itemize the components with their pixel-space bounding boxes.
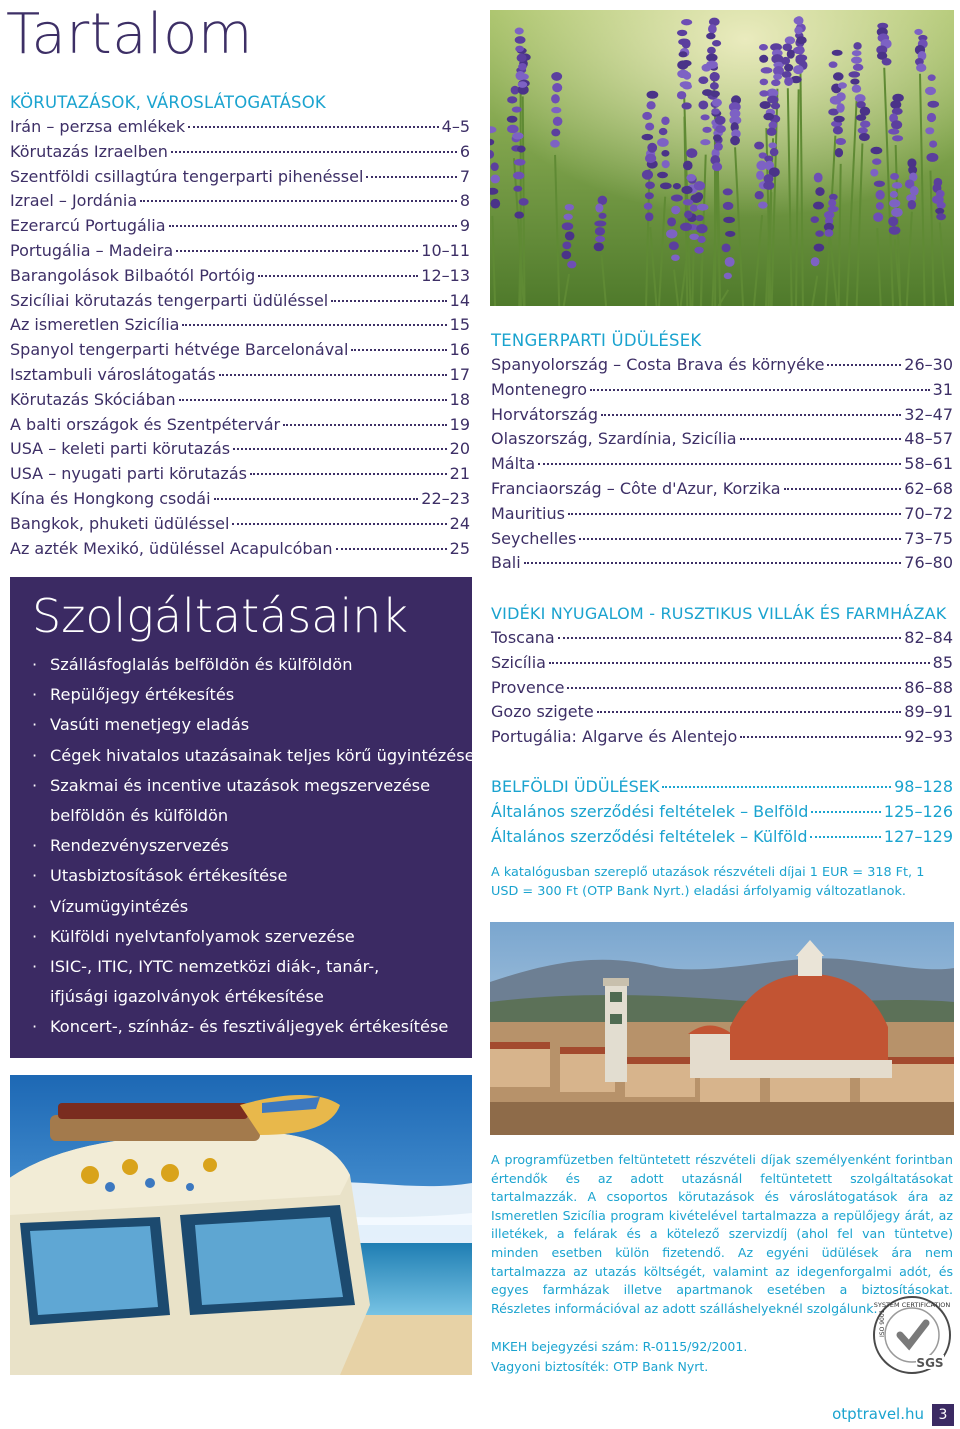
toc-leader-dots: [188, 126, 439, 128]
toc-leader-dots: [567, 687, 901, 689]
registration-number: MKEH bejegyzési szám: R-0115/92/2001.: [491, 1339, 748, 1354]
toc-entry-page: 70–72: [904, 503, 953, 523]
toc-entry[interactable]: [10, 117, 470, 142]
toc-entry[interactable]: [10, 390, 470, 415]
toc-entry[interactable]: [491, 702, 953, 727]
toc-entry-title: Horvátország: [491, 404, 599, 424]
toc-entry[interactable]: [10, 415, 470, 440]
toc-entry-page: 18: [449, 389, 470, 409]
toc-entry[interactable]: [10, 291, 470, 316]
toc-entry-page: 25: [449, 538, 470, 558]
toc-leader-dots: [558, 637, 902, 639]
toc-entry-title: Körutazás Skóciában: [10, 389, 176, 409]
toc-entry-title: USA – keleti parti körutazás: [10, 439, 231, 459]
toc-entry-title: Mauritius: [491, 503, 565, 523]
toc-entry-title: Franciaország – Côte d'Azur, Korzika: [491, 478, 781, 498]
toc-entry-title: Körutazás Izraelben: [10, 141, 168, 161]
toc-entry[interactable]: [491, 628, 953, 653]
toc-list-rural: [491, 628, 953, 752]
toc-entry-page: 9: [459, 216, 470, 236]
toc-leader-dots: [740, 736, 901, 738]
toc-entry-title: Irán – perzsa emlékek: [10, 117, 186, 136]
toc-leader-dots: [182, 324, 446, 326]
toc-entry-title: Az azték Mexikó, üdüléssel Acapulcóban: [10, 538, 333, 558]
badge-brand: SGS: [916, 1356, 944, 1370]
service-item: [32, 982, 462, 1012]
service-item: [32, 1012, 462, 1042]
toc-entry-page: 16: [449, 340, 470, 360]
toc-entry-page: 92–93: [904, 727, 953, 747]
toc-entry-page: 89–91: [904, 702, 953, 722]
toc-entry-title: Általános szerződési feltételek – Külföld: [491, 826, 808, 846]
toc-leader-dots: [662, 786, 891, 788]
service-item-text: Koncert-, színház- és fesztiváljegyek értékesítése: [50, 1017, 449, 1037]
toc-entry-page: 62–68: [904, 478, 953, 498]
toc-entry-title: Szicíliai körutazás tengerparti üdüléssel: [10, 290, 329, 310]
toc-leader-dots: [169, 225, 457, 227]
toc-entry-title: Olaszország, Szardínia, Szicília: [491, 429, 737, 449]
toc-entry-page: 127–129: [883, 826, 953, 846]
toc-leader-dots: [549, 662, 930, 664]
services-heading: Szolgáltatásaink: [32, 589, 409, 643]
toc-entry-page: 76–80: [904, 553, 953, 573]
toc-entry-title: Spanyolország – Costa Brava és környéke: [491, 355, 825, 374]
service-item: [32, 801, 462, 831]
toc-leader-dots: [827, 364, 901, 366]
toc-entry-page: 12–13: [421, 265, 470, 285]
toc-entry[interactable]: [491, 479, 953, 504]
toc-entry[interactable]: [10, 241, 470, 266]
toc-leader-dots: [590, 389, 930, 391]
toc-entry-page: 20: [449, 439, 470, 459]
toc-entry-page: 125–126: [883, 801, 953, 821]
bullet-icon: ·: [32, 655, 38, 674]
toc-entry-page: 85: [932, 652, 953, 672]
bullet-icon: ·: [32, 775, 38, 795]
service-item-text: Külföldi nyelvtanfolyamok szervezése: [50, 926, 355, 946]
toc-leader-dots: [568, 513, 901, 515]
toc-entry-title: Montenegro: [491, 379, 588, 399]
toc-entry[interactable]: [10, 167, 470, 192]
toc-leader-dots: [176, 250, 418, 252]
service-item: [32, 922, 462, 952]
toc-entry-page: 31: [932, 379, 953, 399]
insurer-note: Vagyoni biztosíték: OTP Bank Nyrt.: [491, 1359, 709, 1374]
toc-leader-dots: [250, 473, 447, 475]
toc-leader-dots: [179, 399, 447, 401]
toc-entry[interactable]: [10, 142, 470, 167]
lavender-photo: [490, 10, 954, 306]
service-item-text: Vasúti menetjegy eladás: [50, 715, 250, 735]
service-item-text: Rendezvényszervezés: [50, 836, 229, 856]
toc-entry[interactable]: [491, 777, 953, 802]
toc-entry-page: 82–84: [904, 628, 953, 647]
toc-entry-page: 21: [449, 464, 470, 484]
bullet-icon: ·: [32, 1017, 38, 1037]
toc-entry-title: Izrael – Jordánia: [10, 191, 138, 211]
toc-entry-title: Szentföldi csillagtúra tengerparti pihenéssel: [10, 166, 364, 186]
toc-leader-dots: [233, 448, 447, 450]
badge-iso-text: ISO 9001: [879, 1309, 886, 1337]
toc-entry-title: Málta: [491, 454, 536, 474]
toc-leader-dots: [214, 498, 419, 500]
toc-entry-page: 86–88: [904, 677, 953, 697]
toc-entry[interactable]: [491, 827, 953, 852]
toc-leader-dots: [538, 463, 901, 465]
toc-leader-dots: [219, 374, 447, 376]
toc-entry[interactable]: [10, 539, 470, 564]
toc-entry-title: Ezerarcú Portugália: [10, 216, 166, 236]
toc-leader-dots: [524, 562, 902, 564]
section-heading-tours: KÖRUTAZÁSOK, VÁROSLÁTOGATÁSOK: [10, 93, 326, 112]
toc-entry-title: Barangolások Bilbaótól Portóig: [10, 265, 256, 285]
service-item-text: Utasbiztosítások értékesítése: [50, 866, 288, 886]
toc-entry-page: 32–47: [904, 404, 953, 424]
toc-entry[interactable]: [491, 454, 953, 479]
toc-leader-dots: [232, 523, 446, 525]
toc-entry-title: Isztambuli városlátogatás: [10, 364, 216, 384]
toc-entry[interactable]: [10, 365, 470, 390]
service-item: [32, 952, 462, 982]
page-title: Tartalom: [6, 2, 253, 67]
toc-entry-title: Provence: [491, 677, 565, 697]
toc-entry[interactable]: [491, 653, 953, 678]
toc-leader-dots: [258, 275, 418, 277]
bullet-icon: ·: [32, 836, 38, 856]
service-item: [32, 650, 462, 680]
toc-leader-dots: [597, 711, 902, 713]
toc-leader-dots: [283, 424, 447, 426]
service-item: [32, 861, 462, 891]
toc-entry-page: 6: [459, 141, 470, 161]
toc-leader-dots: [784, 488, 902, 490]
service-item: [32, 741, 475, 771]
page-number: 3: [932, 1404, 954, 1426]
section-heading-beach: TENGERPARTI ÜDÜLÉSEK: [491, 331, 702, 350]
service-item-text: Cégek hivatalos utazásainak teljes körű ügyintézése: [50, 745, 475, 765]
toc-entry[interactable]: [491, 405, 953, 430]
toc-entry-title: Toscana: [491, 628, 555, 647]
service-item-text: belföldön és külföldön: [50, 806, 229, 826]
toc-entry[interactable]: [10, 315, 470, 340]
toc-entry-page: 15: [449, 315, 470, 335]
toc-entry-page: 8: [459, 191, 470, 211]
toc-entry-page: 24: [449, 513, 470, 533]
toc-list-tours: [10, 117, 470, 563]
toc-entry-title: Bangkok, phuketi üdüléssel: [10, 513, 230, 533]
bullet-icon: ·: [32, 685, 38, 705]
service-item: [32, 831, 462, 861]
toc-leader-dots: [740, 438, 902, 440]
toc-list-beach: [491, 355, 953, 578]
service-item-text: Szakmai és incentive utazások megszervezése: [50, 775, 431, 795]
section-heading-rural: VIDÉKI NYUGALOM - RUSZTIKUS VILLÁK ÉS FARMHÁZAK: [491, 604, 947, 623]
toc-entry-page: 73–75: [904, 528, 953, 548]
service-item-text: Szállásfoglalás belföldön és külföldön: [50, 655, 353, 674]
toc-entry-title: Portugália: Algarve és Alentejo: [491, 727, 738, 747]
toc-leader-dots: [336, 548, 447, 550]
toc-entry-page: 10–11: [421, 240, 470, 260]
bullet-icon: ·: [32, 715, 38, 735]
bullet-icon: ·: [32, 745, 38, 765]
toc-entry[interactable]: [10, 489, 470, 514]
toc-leader-dots: [366, 176, 456, 178]
toc-entry-title: Kína és Hongkong csodái: [10, 488, 211, 508]
toc-entry[interactable]: [491, 504, 953, 529]
toc-entry[interactable]: [10, 514, 470, 539]
bullet-icon: ·: [32, 866, 38, 886]
bullet-icon: ·: [32, 926, 38, 946]
toc-entry-title: Bali: [491, 553, 521, 573]
toc-entry-title: Szicília: [491, 652, 546, 672]
toc-entry[interactable]: [10, 191, 470, 216]
toc-entry-title: Spanyol tengerparti hétvége Barcelonával: [10, 340, 349, 360]
toc-entry-page: 48–57: [904, 429, 953, 449]
badge-ring-text: SYSTEM CERTIFICATION: [873, 1301, 951, 1309]
toc-entry-page: 4–5: [441, 117, 470, 136]
bullet-icon: ·: [32, 957, 38, 977]
toc-entry-title: Az ismeretlen Szicília: [10, 315, 180, 335]
service-item-text: ISIC-, ITIC, IYTC nemzetközi diák-, tanár-,: [50, 957, 380, 977]
toc-entry[interactable]: [10, 464, 470, 489]
toc-entry-title: Általános szerződési feltételek – Belföld: [491, 801, 809, 821]
service-item-text: Vízumügyintézés: [50, 896, 189, 916]
toc-leader-dots: [351, 349, 446, 351]
service-item: [32, 680, 462, 710]
toc-entry-page: 22–23: [421, 488, 470, 508]
toc-leader-dots: [811, 811, 880, 813]
van-beach-photo: [10, 1075, 472, 1375]
services-list: [32, 650, 475, 1043]
services-panel: [10, 577, 475, 1058]
toc-entry-page: 58–61: [904, 454, 953, 474]
toc-entry[interactable]: [491, 355, 953, 380]
toc-entry-page: 26–30: [904, 355, 953, 374]
toc-entry[interactable]: [491, 553, 953, 578]
toc-leader-dots: [171, 151, 457, 153]
sgs-certification-badge: [870, 1293, 954, 1377]
florence-photo: [490, 922, 954, 1135]
footer-url[interactable]: otptravel.hu: [832, 1405, 924, 1423]
toc-entry-page: 14: [449, 290, 470, 310]
toc-leader-dots: [331, 300, 446, 302]
price-note: A programfüzetben feltüntetett részvételi díjak személyenként forintban értendők és az adott utazásnál feltüntetett szolgáltatásokat tartalmazzák. A csoportos körutazások és városlátogatások ára az Ismeretlen Szicília program kivételével tartalmazza a repülőjegy árát, az illetékek, a felárak és a kötelező szervizdíj (ahol fel van tüntetve) minden esetben külön fizetendő. Az egyéni üdülések ára nem tartalmazza az utazás költségét, valamint az idegenforgalmi adót, és egyes farmházak illetve apartmanok esetében a biztosításokat. Részletes információval az adott szálláshelyeknél szolgálunk.: [491, 1152, 953, 1316]
toc-entry-title: A balti országok és Szentpétervár: [10, 414, 281, 434]
toc-entry-title: BELFÖLDI ÜDÜLÉSEK: [491, 777, 660, 796]
toc-entry[interactable]: [491, 802, 953, 827]
toc-entry[interactable]: [10, 266, 470, 291]
toc-leader-dots: [810, 836, 880, 838]
toc-entry[interactable]: [491, 727, 953, 752]
bullet-icon: ·: [32, 896, 38, 916]
toc-entry-page: 19: [449, 414, 470, 434]
toc-leader-dots: [140, 200, 457, 202]
service-item-text: Repülőjegy értékesítés: [50, 685, 235, 705]
toc-entry[interactable]: [491, 429, 953, 454]
toc-entry-page: 17: [449, 364, 470, 384]
toc-entry-page: 7: [459, 166, 470, 186]
toc-entry[interactable]: [10, 439, 470, 464]
service-item: [32, 710, 462, 740]
exchange-rate-note: A katalógusban szereplő utazások részvételi díjai 1 EUR = 318 Ft, 1 USD = 300 Ft (OTP Bank Nyrt.) eladási árfolyamig változatlanok.: [491, 865, 925, 899]
toc-leader-dots: [601, 414, 901, 416]
toc-leader-dots: [579, 538, 901, 540]
toc-entry[interactable]: [491, 529, 953, 554]
toc-entry-title: Gozo szigete: [491, 702, 594, 722]
service-item-text: ifjúsági igazolványok értékesítése: [50, 987, 324, 1007]
service-item: [32, 892, 462, 922]
toc-entry-title: Seychelles: [491, 528, 577, 548]
toc-entry-title: USA – nyugati parti körutazás: [10, 464, 247, 484]
toc-entry[interactable]: [10, 340, 470, 365]
toc-entry[interactable]: [10, 216, 470, 241]
toc-entry[interactable]: [491, 678, 953, 703]
toc-entry[interactable]: [491, 380, 953, 405]
toc-list-domestic: [491, 777, 953, 851]
service-item: [32, 771, 462, 801]
toc-entry-title: Portugália – Madeira: [10, 240, 174, 260]
toc-entry-page: 98–128: [894, 777, 953, 796]
